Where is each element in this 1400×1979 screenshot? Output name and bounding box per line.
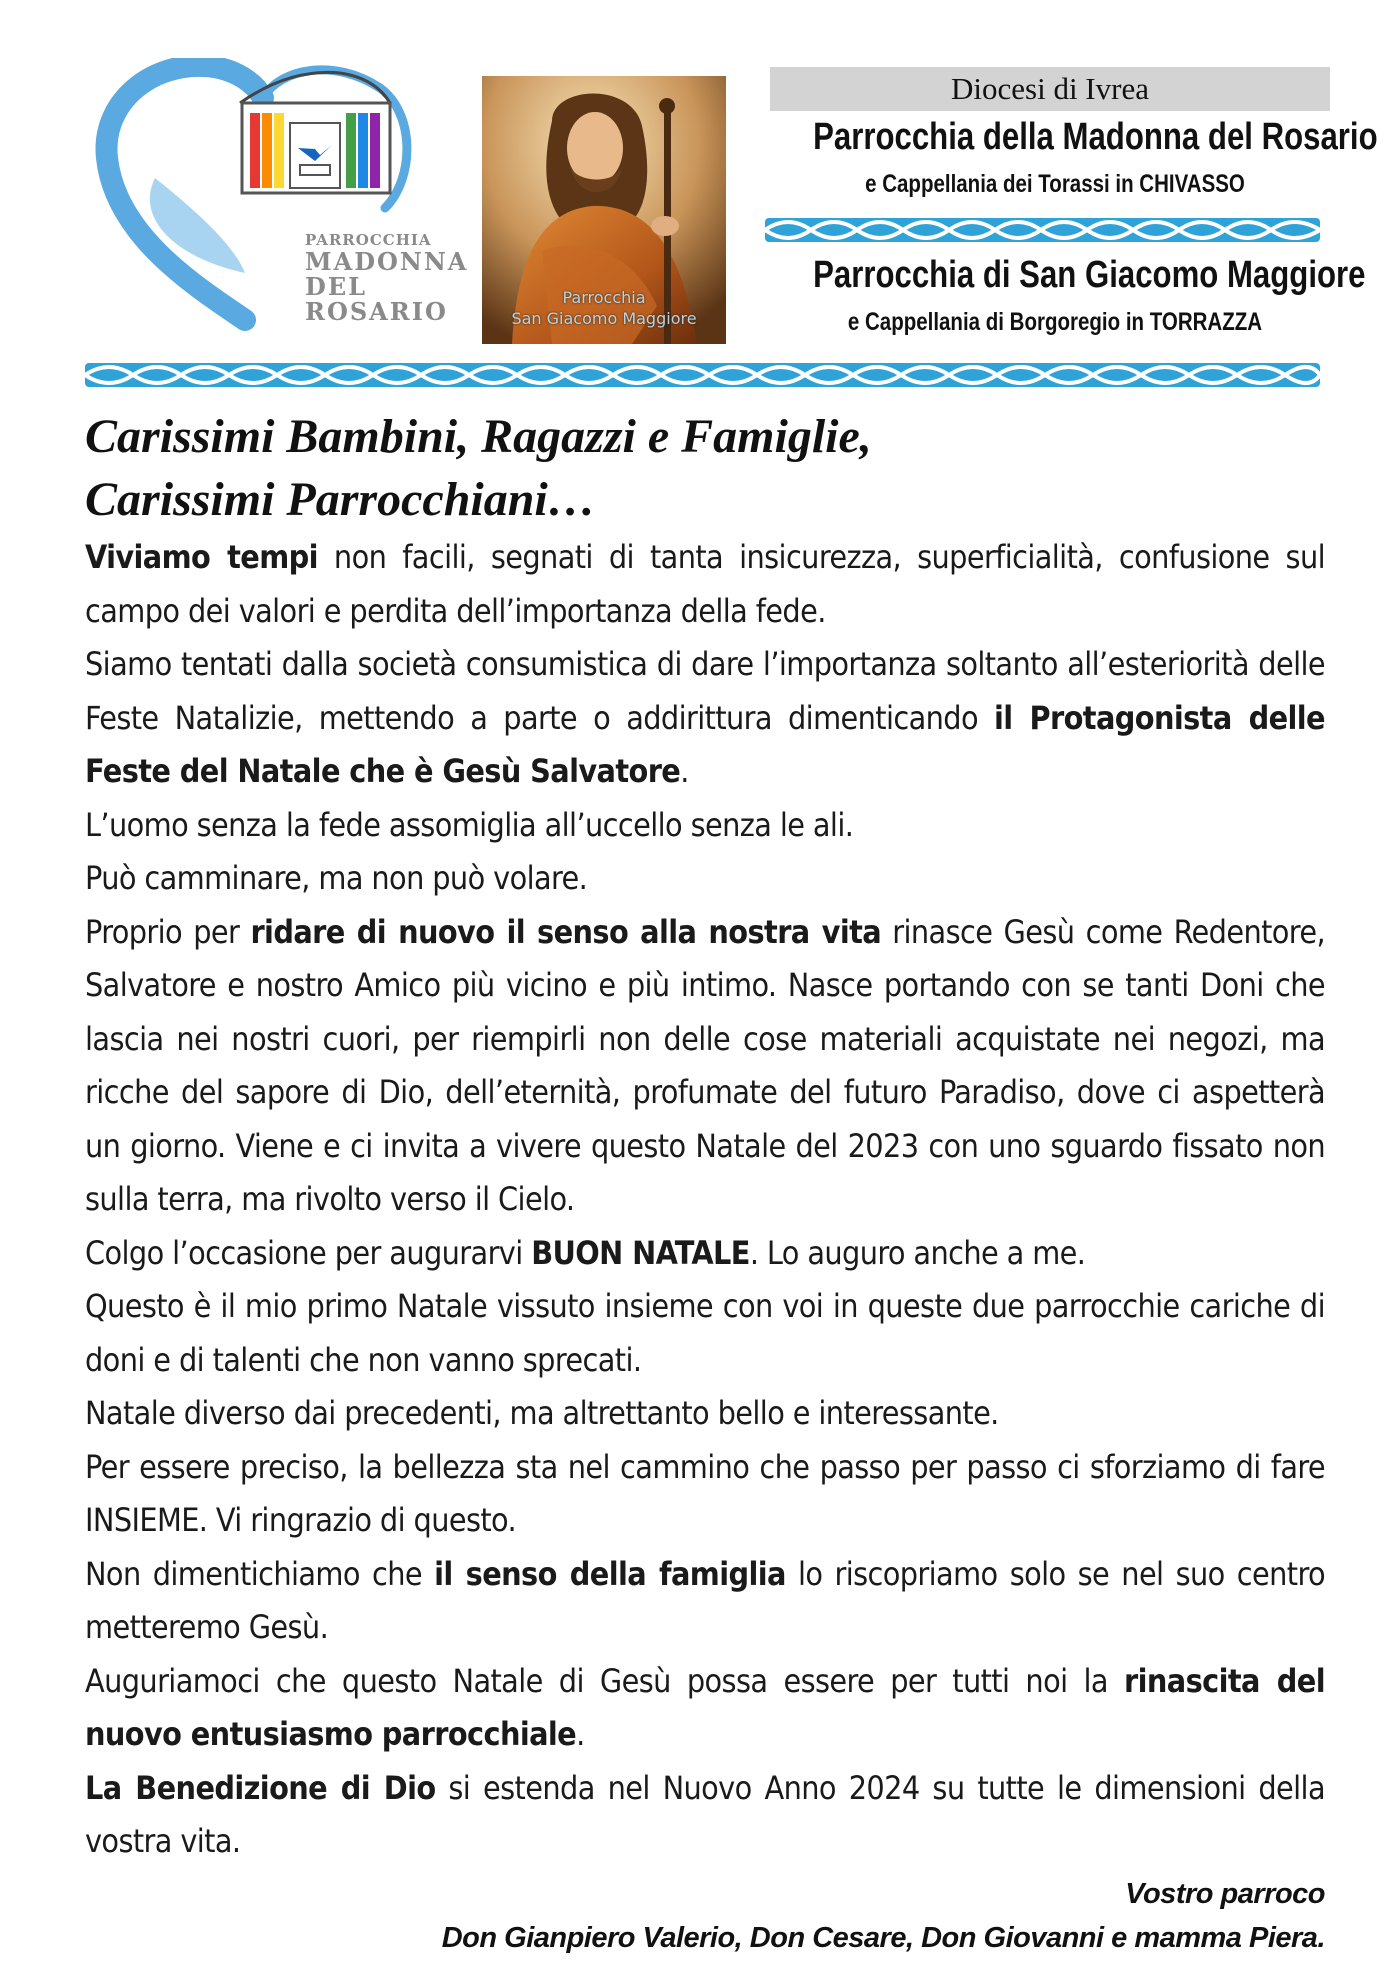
paragraph-6-bold: BUON NATALE — [531, 1233, 750, 1272]
photo-caption — [482, 287, 726, 330]
paragraph-12-bold: La Benedizione di Dio — [85, 1768, 436, 1807]
paragraph-4: Può camminare, ma non può volare. — [85, 859, 588, 897]
paragraph-12-rest: si estenda nel Nuovo Anno 2024 su tutte le dimensioni della vostra vita. — [85, 1768, 1325, 1860]
paragraph-6-text: Colgo l’occasione per augurarvi — [85, 1233, 532, 1272]
parish-logo — [95, 58, 469, 343]
parish-2-subtitle: e Cappellania di Borgoregio in TORRAZZA — [847, 308, 1263, 336]
wave-divider-icon — [765, 212, 1320, 248]
paragraph-2 — [85, 638, 1325, 799]
paragraph-2-end: . — [680, 752, 689, 790]
parish-2-title: Parrocchia di San Giacomo Maggiore — [813, 254, 1366, 296]
paragraph-11-text: Auguriamoci che questo Natale di Gesù possa essere per tutti noi la — [85, 1661, 1125, 1700]
signature-line-2: Don Gianpiero Valerio, Don Cesare, Don Giovanni e mamma Piera. — [441, 1922, 1325, 1954]
logo-line-4: ROSARIO — [305, 297, 448, 327]
greeting — [85, 405, 1325, 531]
paragraph-11-end: . — [576, 1715, 585, 1753]
logo-line-1: PARROCCHIA — [305, 231, 432, 249]
parish-1-title: Parrocchia della Madonna del Rosario — [813, 116, 1378, 158]
paragraph-7: Questo è il mio primo Natale vissuto insieme con voi in queste due parrocchie cariche di doni e di talenti che non vanno sprecati. — [85, 1287, 1325, 1379]
logo-line-2: MADONNA — [305, 246, 469, 276]
paragraph-10-text: Non dimentichiamo che — [85, 1554, 435, 1593]
saint-james-image — [482, 76, 726, 344]
paragraph-5-bold: ridare di nuovo il senso alla nostra vita — [250, 912, 882, 951]
paragraph-1-text: non facili, segnati di tanta insicurezza, superficialità, confusione sul campo dei valori e perdita dell’importanza della fede. — [85, 538, 1326, 630]
logo-line-3: DEL — [305, 271, 367, 301]
signature — [442, 1872, 1325, 1960]
paragraph-3: L’uomo senza la fede assomiglia all’uccello senza le ali. — [85, 805, 854, 844]
logo-text — [305, 231, 469, 327]
paragraph-10-rest: lo riscopriamo solo se nel suo centro metteremo Gesù. — [85, 1554, 1325, 1646]
paragraph-5-text: Proprio per — [85, 912, 251, 951]
paragraph-6-rest: . Lo auguro anche a me. — [749, 1233, 1086, 1272]
paragraph-1-bold: Viviamo tempi — [85, 538, 318, 576]
paragraph-10 — [85, 1548, 1325, 1655]
photo-caption-line-1: Parrocchia — [562, 287, 646, 307]
paragraph-11-bold: rinascita del nuovo entusiasmo parrocchiale — [85, 1661, 1325, 1753]
paragraph-6 — [85, 1227, 1325, 1281]
paragraph-2-text: Siamo tentati dalla società consumistica di dare l’importanza soltanto all’esteriorità delle Feste Natalizie, mettendo a parte o addirittura dimenticando — [85, 645, 1325, 737]
photo-caption-line-2: San Giacomo Maggiore — [511, 309, 697, 329]
paragraph-9: Per essere preciso, la bellezza sta nel cammino che passo per passo ci sforziamo di fare INSIEME. Vi ringrazio di questo. — [85, 1447, 1325, 1539]
greeting-line-1: Carissimi Bambini, Ragazzi e Famiglie, — [85, 410, 872, 463]
paragraph-2-bold: il Protagonista delle Feste del Natale che è Gesù Salvatore — [85, 698, 1325, 790]
signature-line-1: Vostro parroco — [1125, 1878, 1325, 1910]
paragraph-5-rest: rinasce Gesù come Redentore, Salvatore e nostro Amico più vicino e più intimo. Nasce portando con se tanti Doni che lascia nei nostri cuori, per riempirli non delle cose materiali acquistate nei negozi, ma ricche del sapore di Dio, dell’eternità, profumate del futuro Paradiso, dove ci aspetterà un giorno. Viene e ci invita a vivere questo Natale del 2023 con uno sguardo fissato non sulla terra, ma rivolto verso il Cielo. — [85, 912, 1325, 1218]
paragraph-8: Natale diverso dai precedenti, ma altrettanto bello e interessante. — [85, 1394, 999, 1432]
paragraph-11 — [85, 1655, 1325, 1762]
parish-1-subtitle: e Cappellania dei Torassi in CHIVASSO — [865, 170, 1245, 198]
wave-divider-full-icon — [85, 356, 1320, 394]
paragraph-5 — [85, 906, 1325, 1227]
paragraph-10-bold: il senso della famiglia — [434, 1554, 786, 1593]
paragraph-1 — [85, 531, 1325, 638]
paragraph-12 — [85, 1762, 1325, 1869]
greeting-line-2: Carissimi Parrocchiani… — [85, 473, 596, 526]
diocese-label: Diocesi di Ivrea — [770, 67, 1330, 111]
letter-body — [85, 531, 1325, 1869]
